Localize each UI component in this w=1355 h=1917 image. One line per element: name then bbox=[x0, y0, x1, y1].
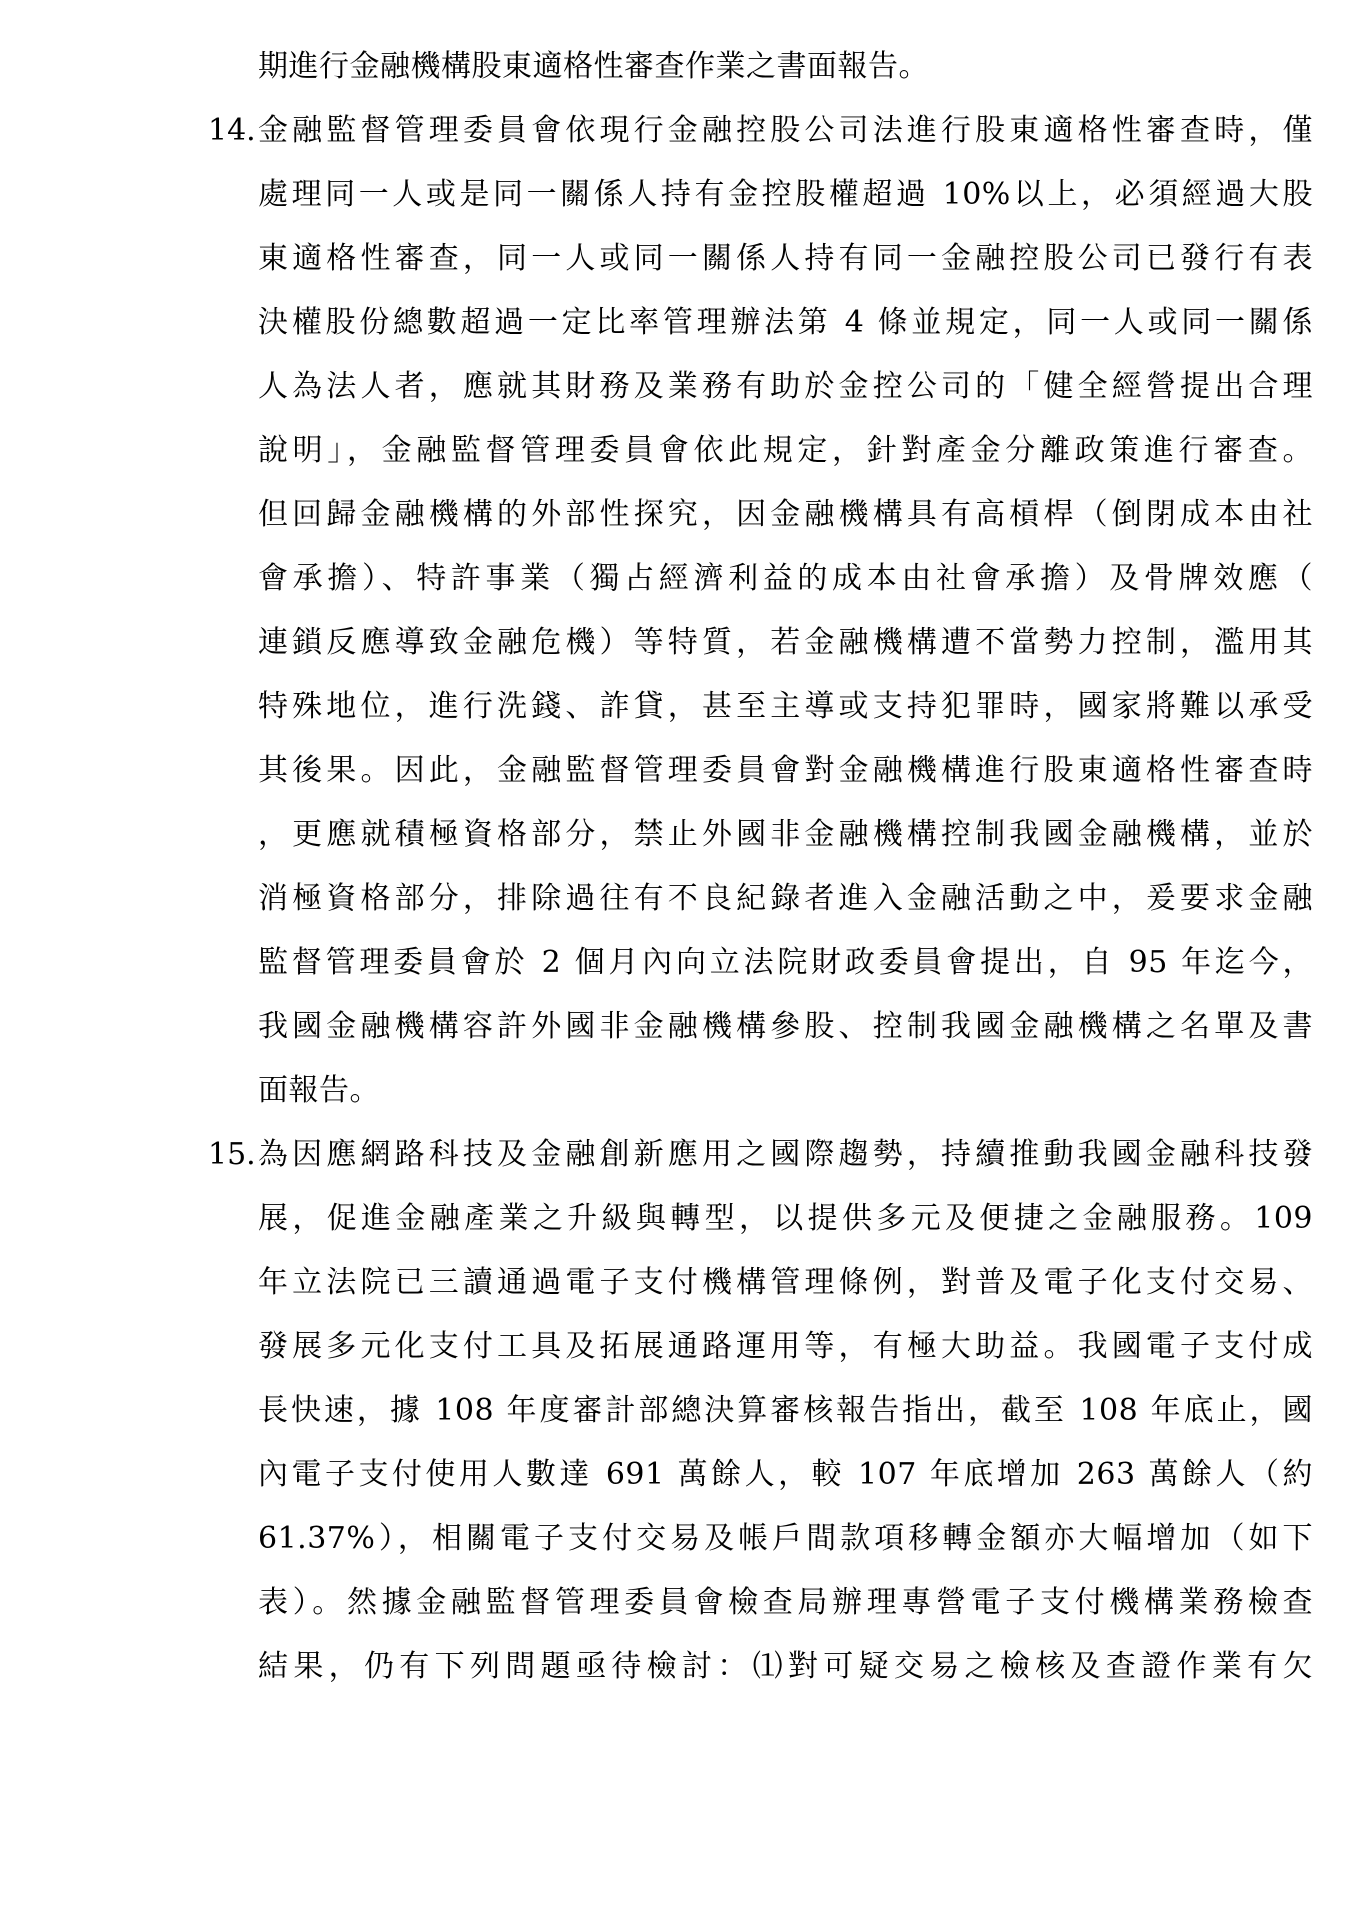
paragraph-line: ，更應就積極資格部分，禁止外國非金融機構控制我國金融機構，並於 bbox=[258, 817, 1313, 852]
paragraph-line: 面報告。 bbox=[258, 1073, 380, 1108]
paragraph-line: 特殊地位，進行洗錢、詐貸，甚至主導或支持犯罪時，國家將難以承受 bbox=[258, 689, 1313, 724]
paragraph-line: 61.37%），相關電子支付交易及帳戶間款項移轉金額亦大幅增加（如下 bbox=[258, 1521, 1313, 1556]
paragraph-line: 處理同一人或是同一關係人持有金控股權超過 10%以上，必須經過大股 bbox=[258, 177, 1313, 212]
paragraph-line: 其後果。因此，金融監督管理委員會對金融機構進行股東適格性審查時 bbox=[258, 753, 1313, 788]
paragraph-line: 但回歸金融機構的外部性探究，因金融機構具有高槓桿（倒閉成本由社 bbox=[258, 497, 1313, 532]
paragraph-line: 表）。然據金融監督管理委員會檢查局辦理專營電子支付機構業務檢查 bbox=[258, 1585, 1313, 1620]
paragraph-line: 金融監督管理委員會依現行金融控股公司法進行股東適格性審查時，僅 bbox=[258, 113, 1313, 148]
paragraph-line: 長快速，據 108 年度審計部總決算審核報告指出，截至 108 年底止，國 bbox=[258, 1393, 1313, 1428]
item-number-14: 14. bbox=[208, 113, 256, 148]
paragraph-line: 消極資格部分，排除過往有不良紀錄者進入金融活動之中，爰要求金融 bbox=[258, 881, 1313, 916]
paragraph-line: 年立法院已三讀通過電子支付機構管理條例，對普及電子化支付交易、 bbox=[258, 1265, 1313, 1300]
paragraph-line: 說明」，金融監督管理委員會依此規定，針對產金分離政策進行審查。 bbox=[258, 433, 1313, 468]
paragraph-line: 為因應網路科技及金融創新應用之國際趨勢，持續推動我國金融科技發 bbox=[258, 1137, 1313, 1172]
paragraph-line: 我國金融機構容許外國非金融機構參股、控制我國金融機構之名單及書 bbox=[258, 1009, 1313, 1044]
paragraph-line: 期進行金融機構股東適格性審查作業之書面報告。 bbox=[258, 49, 929, 84]
paragraph-line: 展，促進金融產業之升級與轉型，以提供多元及便捷之金融服務。109 bbox=[258, 1201, 1313, 1236]
paragraph-line: 結果，仍有下列問題亟待檢討：⑴對可疑交易之檢核及查證作業有欠 bbox=[258, 1649, 1313, 1684]
paragraph-line: 發展多元化支付工具及拓展通路運用等，有極大助益。我國電子支付成 bbox=[258, 1329, 1313, 1364]
paragraph-line: 連鎖反應導致金融危機）等特質，若金融機構遭不當勢力控制，濫用其 bbox=[258, 625, 1313, 660]
item-number-15: 15. bbox=[208, 1137, 256, 1172]
paragraph-line: 內電子支付使用人數達 691 萬餘人，較 107 年底增加 263 萬餘人（約 bbox=[258, 1457, 1313, 1492]
paragraph-line: 決權股份總數超過一定比率管理辦法第 4 條並規定，同一人或同一關係 bbox=[258, 305, 1313, 340]
paragraph-line: 會承擔）、特許事業（獨占經濟利益的成本由社會承擔）及骨牌效應（ bbox=[258, 561, 1313, 596]
paragraph-line: 東適格性審查，同一人或同一關係人持有同一金融控股公司已發行有表 bbox=[258, 241, 1313, 276]
paragraph-line: 監督管理委員會於 2 個月內向立法院財政委員會提出，自 95 年迄今， bbox=[258, 945, 1313, 980]
paragraph-line: 人為法人者，應就其財務及業務有助於金控公司的「健全經營提出合理 bbox=[258, 369, 1313, 404]
